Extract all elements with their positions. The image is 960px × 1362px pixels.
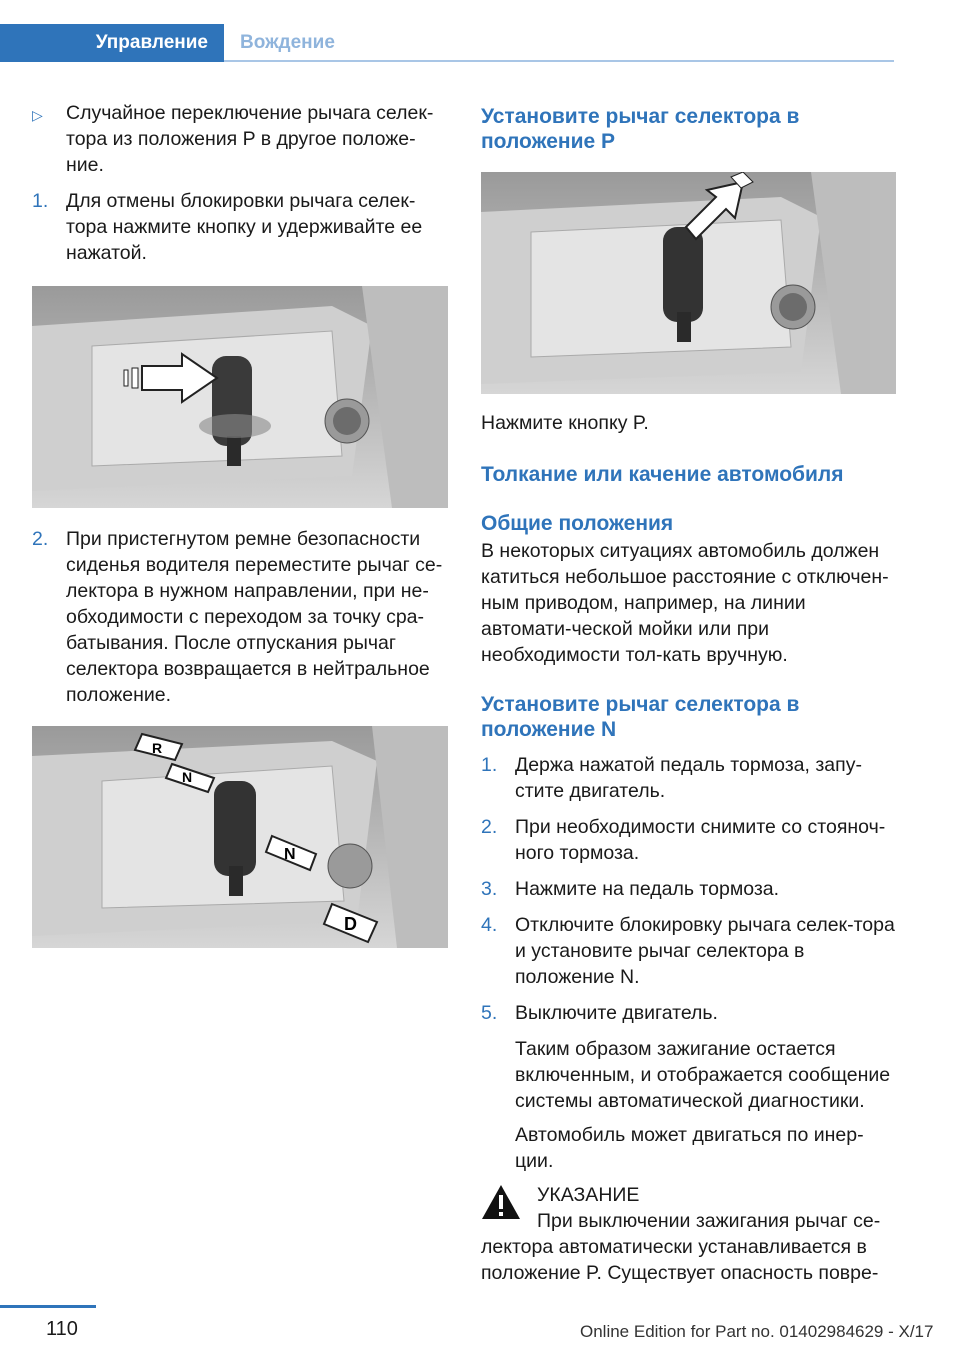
step-text: При пристегнутом ремне безопасности сиденья водителя переместите рычаг се-лектора в нужном направлении, при не-обходимости с переходом за точку сра-батывания. После отпускания рычаг селектора возвращается в нейтральное положение. — [66, 528, 443, 706]
subsection-heading: Общие положения — [481, 512, 674, 535]
step-number: 1. — [481, 754, 498, 776]
warning-triangle-icon — [481, 1184, 521, 1220]
selector-lever-p-photo — [481, 172, 896, 394]
selector-lever-direction-photo — [32, 726, 448, 948]
list-item — [32, 188, 448, 266]
list-item — [32, 100, 448, 178]
header-divider — [224, 60, 894, 62]
step-number: 5. — [481, 1002, 498, 1024]
tab-control[interactable]: Управление — [0, 24, 224, 62]
warning-block — [481, 1182, 896, 1286]
list-item — [481, 876, 896, 902]
selector-lever-button-photo — [32, 286, 448, 508]
left-column — [32, 100, 448, 948]
list-item — [481, 912, 896, 990]
list-item — [481, 1000, 896, 1026]
step-number: 1. — [32, 190, 49, 212]
section-heading: Установите рычаг селектора в положение P — [481, 105, 800, 153]
instruction-text: Нажмите кнопку P. — [481, 412, 649, 434]
step-number: 2. — [32, 528, 49, 550]
list-item — [481, 752, 896, 804]
step-text: Держа нажатой педаль тормоза, запу-стите двигатель. — [515, 754, 862, 802]
section-heading: Установите рычаг селектора в положение N — [481, 693, 800, 741]
header-tabs — [0, 24, 894, 62]
section-heading: Толкание или качение автомобиля — [481, 463, 844, 486]
warning-title: УКАЗАНИЕ — [537, 1184, 640, 1206]
triangle-bullet-icon: ▷ — [32, 107, 43, 123]
edition-text: Online Edition for Part no. 01402984629 - X/17 — [580, 1322, 934, 1341]
step-number: 2. — [481, 816, 498, 838]
step-text: Для отмены блокировки рычага селек-тора нажмите кнопку и удерживайте ее нажатой. — [66, 190, 423, 264]
page-number: 110 — [46, 1318, 78, 1340]
step-text: Выключите двигатель. — [515, 1002, 718, 1024]
step-number: 3. — [481, 878, 498, 900]
step-number: 4. — [481, 914, 498, 936]
step-note: Автомобиль может двигаться по инер-ции. — [515, 1124, 864, 1172]
direction-label-d: D — [344, 914, 357, 934]
direction-label-r: R — [152, 740, 163, 756]
footer-accent-line — [0, 1305, 96, 1308]
step-text: Нажмите на педаль тормоза. — [515, 878, 780, 900]
step-note: Таким образом зажигание остается включенным, и отображается сообщение системы автоматической диагностики. — [515, 1038, 891, 1112]
step-text: При необходимости снимите со стояноч-ного тормоза. — [515, 816, 886, 864]
list-item — [32, 526, 448, 708]
list-item-text: Случайное переключение рычага селек-тора из положения P в другое положе-ние. — [66, 102, 434, 176]
warning-text: При выключении зажигания рычаг се-лектора автоматически устанавливается в положение P. Существует опасность повре- — [481, 1210, 881, 1284]
right-column — [481, 104, 896, 1286]
list-item — [481, 814, 896, 866]
direction-label-n-top: N — [182, 769, 193, 785]
direction-label-n-bottom: N — [284, 846, 296, 863]
step-text: Отключите блокировку рычага селек-тора и установите рычаг селектора в положение N. — [515, 914, 895, 988]
tab-driving[interactable]: Вождение — [240, 32, 335, 53]
body-paragraph: В некоторых ситуациях автомобиль должен катиться небольшое расстояние с отключен-ным приводом, например, на линии автомати-ческой мойки или при необходимости тол-кать вручную. — [481, 540, 889, 666]
